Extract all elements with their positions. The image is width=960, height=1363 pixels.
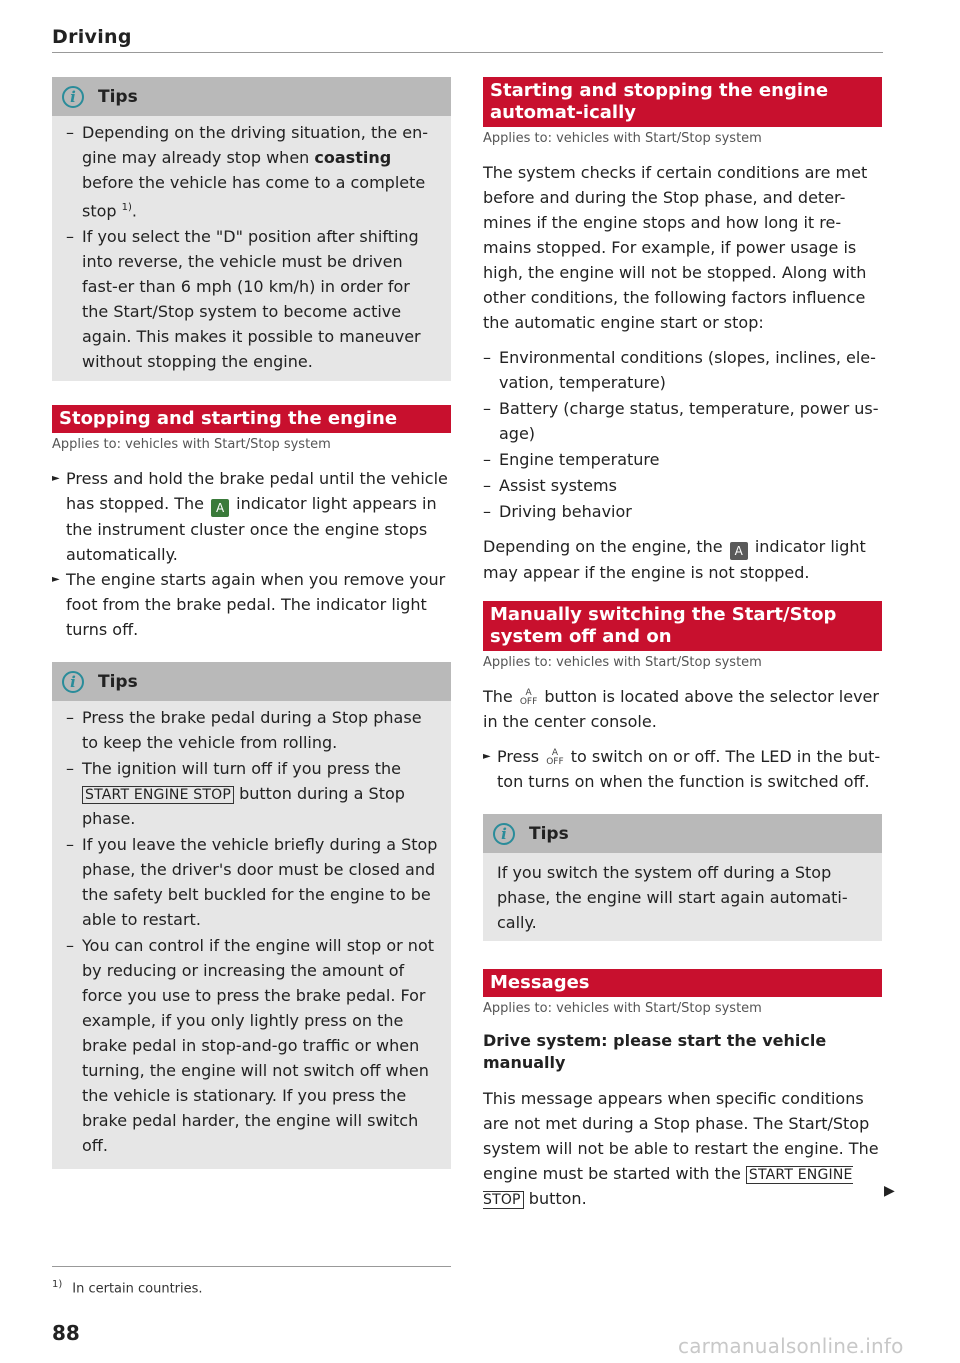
message-heading: Drive system: please start the vehicle manually [483,1031,827,1072]
list-item: – Press the brake pedal during a Stop phase to keep the vehicle from rolling. [66,705,439,755]
list-item: – If you select the "D" position after shifting into reverse, the vehicle must be driven fast-er than 6 mph (10 km/h) in order for the Start/Stop system to become active again. This makes it possible to maneuver without stopping the engine. [66,224,439,374]
continue-arrow-icon: ▶ [884,1183,895,1199]
left-column [52,77,451,1193]
tips-header [52,77,451,116]
start-engine-stop-key: START ENGINE STOP [483,1167,853,1208]
section-title: Messages [483,969,882,997]
tips-header [52,662,451,701]
tips-title: Tips [98,671,138,692]
tips-box-1 [52,77,451,381]
list-item: – You can control if the engine will stop or not by reducing or increasing the amount of force you use to press the brake pedal. For example, if you only lightly press on the brake pedal in stop-and-go traffic or when turning, the engine will not switch off when the vehicle is stationary. If you press the brake pedal harder, the engine will switch off. [66,933,439,1158]
footnote-rule [52,1266,451,1267]
steps-list [483,744,882,794]
bold-term: coasting [314,148,392,167]
info-icon: i [62,671,84,693]
list-item: – Engine temperature [483,447,882,472]
running-header: Driving [52,26,132,48]
list-item: – Depending on the driving situation, the en-gine may already stop when coasting before the vehicle has come to a complete stop $^{1)}$. [66,120,439,223]
body-text: This message appears when specific conditions are not met during a Stop phase. The Start/Stop system will not be able to restart the engine. The engine must be started with the START ENGINE STOP button. [483,1089,879,1208]
info-icon: i [62,86,84,108]
start-engine-stop-key: START ENGINE STOP [82,786,234,804]
body-text: The A OFF button is located above the selector lever in the center console. [483,687,879,731]
start-stop-button-icon: A OFF [546,748,564,767]
body-text: Depending on the engine, the A indicator light may appear if the engine is not stopped. [483,537,866,582]
body-text: The system checks if certain conditions are met before and during the Stop phase, and deter-mines if the engine stops and how long it re-mains stopped. For example, if power usage is high, the engine will not be stopped. Along with other conditions, the following factors influence the automatic engine start or stop: [483,163,868,332]
list-item: – Battery (charge status, temperature, power us-age) [483,396,882,446]
factors-list [483,345,882,524]
section-title: Starting and stopping the engine automat-ically [483,77,882,127]
tips-title: Tips [529,823,569,844]
tips-title: Tips [98,86,138,107]
footnote-ref[interactable]: 1) [121,202,132,213]
list-item: – Assist systems [483,473,882,498]
start-stop-off-indicator-icon: A [730,542,748,560]
tips-list [66,705,439,1158]
header-rule [52,52,883,53]
right-column [483,77,882,1221]
tips-box-3 [483,814,882,941]
list-item: – Driving behavior [483,499,882,524]
tips-text: If you switch the system off during a Stop phase, the engine will start again automati-cally. [497,863,848,932]
applies-to: Applies to: vehicles with Start/Stop system [483,131,762,146]
info-icon: i [493,823,515,845]
section-title: Manually switching the Start/Stop system off and on [483,601,882,651]
tips-box-2 [52,662,451,1169]
watermark: carmanualsonline.info [678,1334,904,1358]
list-item: ► Press A OFF to switch on or off. The LED in the but-ton turns on when the function is switched off. [483,744,882,794]
footnote: $^{1)}$ In certain countries. [52,1279,203,1297]
tips-header [483,814,882,853]
list-item: – If you leave the vehicle briefly during a Stop phase, the driver's door must be closed and the safety belt buckled for the engine to be able to restart. [66,832,439,932]
section-title: Stopping and starting the engine [52,405,451,433]
start-stop-button-icon: A OFF [519,688,538,707]
steps-list [52,466,451,642]
list-item: ► Press and hold the brake pedal until the vehicle has stopped. The A indicator light appears in the instrument cluster once the engine stops automatically. [52,466,451,567]
applies-to: Applies to: vehicles with Start/Stop system [483,655,762,670]
list-item: – Environmental conditions (slopes, inclines, ele-vation, temperature) [483,345,882,395]
applies-to: Applies to: vehicles with Start/Stop system [52,437,331,453]
start-stop-indicator-icon: A [211,499,229,517]
applies-to: Applies to: vehicles with Start/Stop system [483,1001,762,1016]
page-number: 88 [52,1321,80,1345]
list-item: ► The engine starts again when you remove your foot from the brake pedal. The indicator light turns off. [52,567,451,642]
tips-list [66,120,439,374]
list-item: – The ignition will turn off if you press the START ENGINE STOP button during a Stop phase. [66,756,439,831]
